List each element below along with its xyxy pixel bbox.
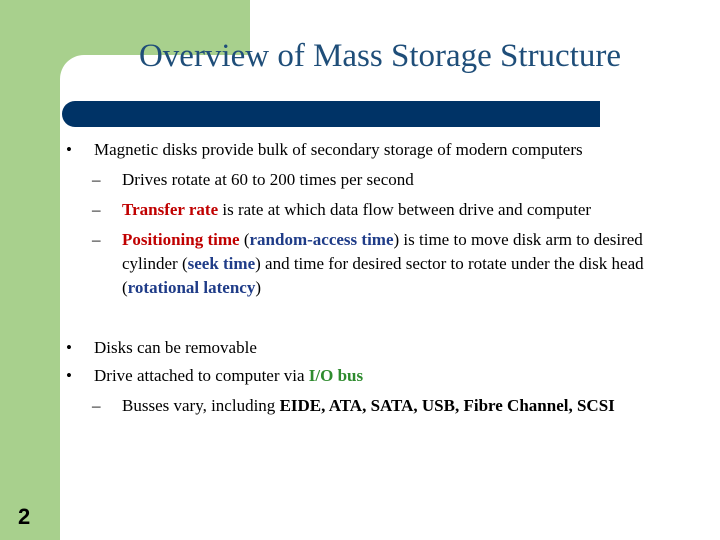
slide-title: Overview of Mass Storage Structure	[138, 38, 622, 74]
bullet-removable	[66, 336, 696, 360]
term-positioning-time: Positioning time	[122, 230, 240, 249]
bullet-marker: •	[66, 338, 72, 357]
term-random-access-time: random-access time	[249, 230, 394, 249]
title-underline-bar	[62, 101, 600, 127]
term-io-bus: I/O bus	[308, 366, 364, 385]
sub-bullet-marker: –	[92, 230, 101, 249]
slide-content	[66, 138, 696, 418]
sub-bullet-marker: –	[92, 396, 101, 415]
text-part: ) is time to move disk arm to desired cylinder (	[122, 230, 643, 273]
bullet-marker: •	[66, 140, 72, 159]
sub-bullet-marker: –	[92, 170, 101, 189]
bullet-text: Drive attached to computer via	[94, 366, 309, 385]
sub-bullet-busses	[66, 394, 696, 418]
sub-bullet-text: is rate at which data flow between drive and computer	[218, 200, 592, 219]
bullet-text: Magnetic disks provide bulk of secondary storage of modern computers	[94, 140, 583, 159]
spacer	[66, 300, 696, 336]
text-part: (	[239, 230, 250, 249]
sub-bullet-marker: –	[92, 200, 101, 219]
sub-bullet-text: Drives rotate at 60 to 200 times per second	[122, 170, 414, 189]
sub-bullet-positioning-time	[66, 228, 696, 300]
text-part: )	[255, 278, 261, 297]
term-rotational-latency: rotational latency	[127, 278, 256, 297]
sub-bullet-transfer-rate	[66, 198, 696, 222]
term-transfer-rate: Transfer rate	[122, 200, 219, 219]
bullet-text: Disks can be removable	[94, 338, 257, 357]
bullet-magnetic-disks	[66, 138, 696, 162]
term-seek-time: seek time	[187, 254, 256, 273]
term-bus-types: EIDE, ATA, SATA, USB, Fibre Channel, SCSI	[279, 396, 615, 415]
text-part: ) and time for desired sector to rotate under the disk head (	[122, 254, 644, 297]
bullet-io-bus	[66, 364, 696, 388]
sub-bullet-text: Busses vary, including	[122, 396, 280, 415]
bullet-marker: •	[66, 366, 72, 385]
page-number: 2	[18, 504, 31, 529]
sub-bullet-rotation	[66, 168, 696, 192]
